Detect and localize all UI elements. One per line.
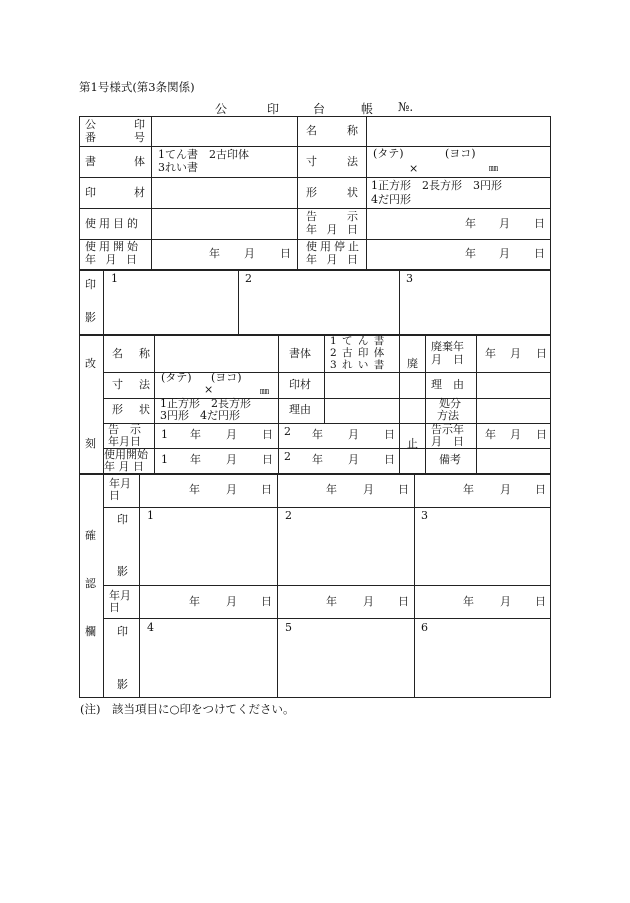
date-day[interactable]: 日 xyxy=(534,247,545,260)
label-confirm-date: 日 xyxy=(109,601,120,614)
label-recarve-shape: 状 xyxy=(139,403,150,416)
date-month[interactable]: 月 xyxy=(348,453,359,466)
date-month[interactable]: 月 xyxy=(226,595,237,608)
rule xyxy=(79,335,551,336)
label-use-stop: 使用停止 xyxy=(306,240,362,253)
rule xyxy=(277,473,278,697)
label-confirmation: 欄 xyxy=(85,625,96,638)
date-month[interactable]: 月 xyxy=(363,483,374,496)
size-width-label: (ヨコ) xyxy=(445,147,476,160)
rule xyxy=(103,423,551,424)
recarve-size-height-label: (タテ) xyxy=(161,371,192,384)
label-recarve-material: 印材 xyxy=(289,378,311,391)
label-notice-date: 告 xyxy=(306,210,317,223)
label-disposal-date: 廃棄年 xyxy=(431,340,464,353)
date-month[interactable]: 月 xyxy=(363,595,374,608)
label-remarks: 備考 xyxy=(439,453,461,466)
label-shape: 状 xyxy=(347,186,358,199)
date-month[interactable]: 月 xyxy=(510,347,521,360)
date-day[interactable]: 日 xyxy=(536,428,547,441)
label-use-stop: 年 月 日 xyxy=(306,253,361,266)
rule xyxy=(79,177,551,178)
label-disposal-method: 方法 xyxy=(437,409,459,422)
date-month[interactable]: 月 xyxy=(244,247,255,260)
recarve-shape-option[interactable]: 3円形 4だ円形 xyxy=(160,409,240,422)
date-month[interactable]: 月 xyxy=(226,428,237,441)
label-abolition: 止 xyxy=(407,437,418,450)
size-height-label: (タテ) xyxy=(373,147,404,160)
seal-number-field[interactable] xyxy=(152,117,296,145)
label-seal-number: 公 xyxy=(85,118,96,131)
label-recarve-size: 法 xyxy=(139,378,150,391)
label-material: 印 xyxy=(85,186,96,199)
label-seal-impression: 影 xyxy=(85,311,96,324)
title-char: 帳 xyxy=(361,102,374,116)
date-day[interactable]: 日 xyxy=(384,453,395,466)
date-year[interactable]: 年 xyxy=(465,247,476,260)
date-year[interactable]: 年 xyxy=(189,595,200,608)
label-recarve-use-start: 使用開始 xyxy=(104,448,148,461)
label-confirm-date: 年月 xyxy=(109,589,131,602)
ledger-number-label: №. xyxy=(398,100,414,114)
date-month[interactable]: 月 xyxy=(499,247,510,260)
rule xyxy=(278,335,279,473)
label-material: 材 xyxy=(134,186,145,199)
impression-number: 3 xyxy=(421,509,428,522)
label-name: 名 xyxy=(306,124,317,137)
rule xyxy=(103,585,551,586)
date-day[interactable]: 日 xyxy=(535,595,546,608)
date-year[interactable]: 年 xyxy=(485,428,496,441)
rule xyxy=(79,473,551,475)
shape-option[interactable]: 4だ円形 xyxy=(371,193,411,206)
rule xyxy=(425,335,426,473)
label-abolition-notice-date: 月 日 xyxy=(431,435,464,448)
purpose-field[interactable] xyxy=(152,209,296,238)
date-month[interactable]: 月 xyxy=(500,483,511,496)
impression-number: 2 xyxy=(285,509,292,522)
rule xyxy=(297,116,298,269)
size-times-sign: × xyxy=(409,162,419,175)
size-unit: ㎜ xyxy=(489,164,499,174)
date-day[interactable]: 日 xyxy=(398,483,409,496)
date-year[interactable]: 年 xyxy=(326,483,337,496)
date-month[interactable]: 月 xyxy=(226,453,237,466)
label-seal-impression: 印 xyxy=(85,278,96,291)
rule xyxy=(399,269,400,334)
impression-number: 1 xyxy=(147,509,154,522)
label-seal-number: 号 xyxy=(134,131,145,144)
rule xyxy=(139,473,140,697)
label-confirm-impression: 印 xyxy=(117,513,128,526)
recarve-entry-number: 2 xyxy=(284,450,291,463)
label-seal-number: 番 xyxy=(85,131,96,144)
recarve-typeface-option[interactable]: 1 て ん 書 xyxy=(330,335,386,347)
material-field[interactable] xyxy=(152,178,296,207)
date-year[interactable]: 年 xyxy=(190,453,201,466)
date-month[interactable]: 月 xyxy=(499,217,510,230)
recarve-entry-number: 1 xyxy=(161,453,168,466)
label-recarve-size: 寸 xyxy=(112,378,123,391)
recarve-typeface-option[interactable]: 2 古 印 体 xyxy=(330,347,386,359)
title-char: 印 xyxy=(267,102,280,116)
rule xyxy=(79,208,551,209)
label-typeface: 体 xyxy=(134,155,145,168)
label-disposal-date: 月 日 xyxy=(431,353,464,366)
rule xyxy=(79,697,551,698)
date-year[interactable]: 年 xyxy=(326,595,337,608)
date-year[interactable]: 年 xyxy=(189,483,200,496)
date-day[interactable]: 日 xyxy=(262,428,273,441)
typeface-option[interactable]: 1てん書 2古印体 xyxy=(158,148,249,161)
label-notice-date: 年 月 日 xyxy=(306,223,361,236)
label-disposal-method: 処分 xyxy=(439,397,461,410)
date-year[interactable]: 年 xyxy=(312,453,323,466)
rule xyxy=(154,335,155,473)
recarve-entry-number: 1 xyxy=(161,428,168,441)
label-typeface: 書 xyxy=(85,155,96,168)
date-month[interactable]: 月 xyxy=(348,428,359,441)
date-year[interactable]: 年 xyxy=(465,217,476,230)
label-name: 称 xyxy=(347,124,358,137)
rule xyxy=(414,473,415,697)
date-year[interactable]: 年 xyxy=(312,428,323,441)
recarve-size-times-sign: × xyxy=(204,383,214,396)
impression-number: 1 xyxy=(111,272,118,285)
impression-number: 2 xyxy=(245,272,252,285)
label-use-start: 年 月 日 xyxy=(85,253,140,266)
label-recarve-typeface: 書体 xyxy=(289,347,311,360)
date-month[interactable]: 月 xyxy=(510,428,521,441)
impression-number: 6 xyxy=(421,621,428,634)
label-confirm-impression: 影 xyxy=(117,678,128,691)
date-year[interactable]: 年 xyxy=(209,247,220,260)
label-recarve-notice-date: 年月日 xyxy=(108,435,141,448)
label-size: 法 xyxy=(347,155,358,168)
impression-number: 5 xyxy=(285,621,292,634)
shape-option[interactable]: 1正方形 2長方形 3円形 xyxy=(371,179,502,192)
title-char: 台 xyxy=(313,102,326,116)
rule xyxy=(103,473,104,697)
recarve-shape-option[interactable]: 1正方形 2長方形 xyxy=(160,397,251,410)
rule xyxy=(103,618,551,619)
label-abolition-reason: 理 由 xyxy=(431,378,464,391)
recarve-size-unit: ㎜ xyxy=(260,387,270,397)
disposal-method-field[interactable] xyxy=(477,399,549,422)
date-month[interactable]: 月 xyxy=(226,483,237,496)
label-abolition: 廃 xyxy=(407,357,418,370)
recarve-size-width-label: (ヨコ) xyxy=(211,371,242,384)
remarks-field[interactable] xyxy=(477,449,549,472)
recarve-entry-number: 2 xyxy=(284,425,291,438)
form-number: 第1号様式(第3条関係) xyxy=(79,80,195,94)
label-recarve-shape: 形 xyxy=(112,403,123,416)
name-field[interactable] xyxy=(367,117,549,145)
label-recarve-use-start: 年 月 日 xyxy=(104,460,144,473)
rule xyxy=(324,335,325,423)
date-day[interactable]: 日 xyxy=(536,347,547,360)
label-recarve-name: 名 xyxy=(112,347,123,360)
rule xyxy=(79,116,80,697)
label-recarve-name: 称 xyxy=(139,347,150,360)
date-year[interactable]: 年 xyxy=(463,483,474,496)
abolition-reason-field[interactable] xyxy=(477,373,549,397)
rule xyxy=(103,507,551,508)
date-year[interactable]: 年 xyxy=(485,347,496,360)
rule xyxy=(79,269,551,271)
label-confirm-date: 日 xyxy=(109,489,120,502)
date-day[interactable]: 日 xyxy=(280,247,291,260)
recarve-typeface-option[interactable]: 3 れ い 書 xyxy=(330,359,386,371)
rule xyxy=(103,269,104,473)
rule xyxy=(399,335,400,473)
seal-ledger-table xyxy=(79,116,551,697)
label-recarve-reason: 理由 xyxy=(289,403,311,416)
label-seal-number: 印 xyxy=(134,118,145,131)
label-use-start: 使用開始 xyxy=(85,240,141,253)
label-purpose: 使用目的 xyxy=(85,217,141,230)
label-shape: 形 xyxy=(306,186,317,199)
date-day[interactable]: 日 xyxy=(261,483,272,496)
label-recarve: 改 xyxy=(85,357,96,370)
date-year[interactable]: 年 xyxy=(190,428,201,441)
date-month[interactable]: 月 xyxy=(500,595,511,608)
date-day[interactable]: 日 xyxy=(534,217,545,230)
label-confirmation: 確 xyxy=(85,529,96,542)
date-day[interactable]: 日 xyxy=(261,595,272,608)
rule xyxy=(550,116,551,697)
label-recarve-notice-date: 告 示 xyxy=(108,423,141,436)
date-day[interactable]: 日 xyxy=(398,595,409,608)
rule xyxy=(238,269,239,334)
impression-number: 3 xyxy=(406,272,413,285)
date-day[interactable]: 日 xyxy=(535,483,546,496)
label-abolition-notice-date: 告示年 xyxy=(431,423,464,436)
label-confirm-impression: 影 xyxy=(117,565,128,578)
impression-number: 4 xyxy=(147,621,154,634)
label-confirm-date: 年月 xyxy=(109,477,131,490)
date-day[interactable]: 日 xyxy=(384,428,395,441)
label-recarve: 刻 xyxy=(85,437,96,450)
footnote: (注) 該当項目に○印をつけてください。 xyxy=(80,702,295,716)
rule xyxy=(79,146,551,147)
date-day[interactable]: 日 xyxy=(262,453,273,466)
label-notice-date: 示 xyxy=(347,210,358,223)
typeface-option[interactable]: 3れい書 xyxy=(158,161,198,174)
date-year[interactable]: 年 xyxy=(463,595,474,608)
label-confirmation: 認 xyxy=(85,577,96,590)
label-confirm-impression: 印 xyxy=(117,625,128,638)
label-size: 寸 xyxy=(306,155,317,168)
title-char: 公 xyxy=(215,102,228,116)
